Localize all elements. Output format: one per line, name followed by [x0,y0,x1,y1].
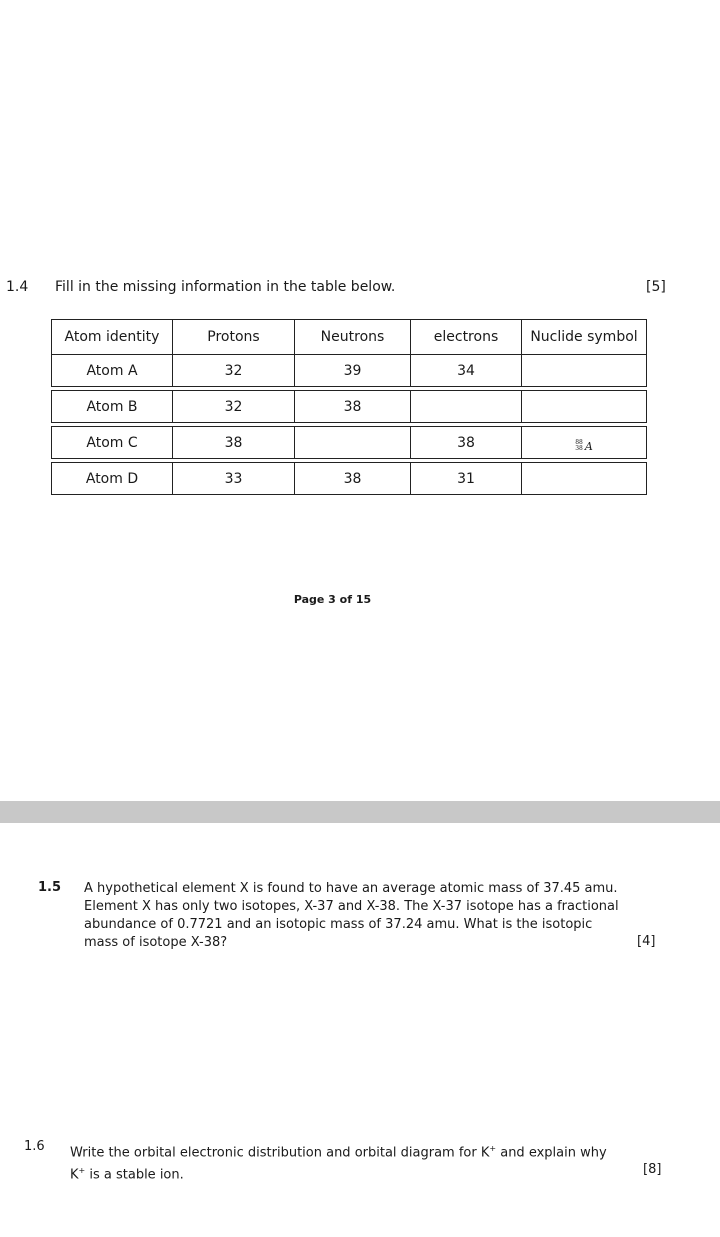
cell-protons: 32 [173,355,295,387]
cell-protons: 33 [173,463,295,495]
header-nuclide-symbol: Nuclide symbol [522,320,647,355]
header-electrons: electrons [411,320,522,355]
question-number: 1.5 [38,880,62,895]
table-row [52,355,647,387]
cell-nuclide [522,427,647,459]
page-divider [0,801,720,823]
marks-label: [4] [637,934,656,949]
nuclide-atomic-number: 38 [575,445,583,453]
nuclide-mass-number: 88 [575,439,583,447]
question-number: 1.6 [24,1139,45,1154]
marks-label: [8] [643,1162,662,1177]
cell-protons: 38 [173,427,295,459]
nuclide-element: A [584,439,593,453]
page-number: Page 3 of 15 [293,593,372,606]
question-text: A hypothetical element X is found to have an average atomic mass of 37.45 amu. Element X has only two isotopes, X-37 and X-38. The X-37 isotope has a fractional abundance of 0.7721 and an isotopic mass of 37.24 amu. What is the isotopic mass of isotope X-38? [84,881,619,950]
cell-identity: Atom A [52,355,173,387]
table-row [52,463,647,495]
header-neutrons: Neutrons [295,320,411,355]
cell-identity: Atom C [52,427,173,459]
cell-nuclide [522,355,647,387]
marks-label: [5] [646,279,666,295]
table-header-row [52,320,647,355]
question-text: Write the orbital electronic distribution and orbital diagram for K+ and explain why K+ is a stable ion. [70,1144,607,1183]
nuclide-symbol [575,440,593,453]
charge-superscript: + [78,1166,86,1176]
cell-identity: Atom B [52,391,173,423]
question-text: Fill in the missing information in the table below. [55,279,396,295]
cell-nuclide [522,391,647,423]
cell-nuclide [522,463,647,495]
table-row [52,391,647,423]
question-number: 1.4 [6,279,29,295]
cell-electrons: 38 [411,427,522,459]
cell-electrons: 34 [411,355,522,387]
cell-neutrons: 38 [295,463,411,495]
cell-electrons [411,391,522,423]
table-row [52,427,647,459]
charge-superscript: + [489,1144,497,1153]
cell-protons: 32 [173,391,295,423]
cell-electrons: 31 [411,463,522,495]
cell-neutrons: 38 [295,391,411,423]
header-protons: Protons [173,320,295,355]
cell-neutrons [295,427,411,459]
header-atom-identity: Atom identity [52,320,173,355]
cell-neutrons: 39 [295,355,411,387]
atoms-table [51,319,647,495]
cell-identity: Atom D [52,463,173,495]
